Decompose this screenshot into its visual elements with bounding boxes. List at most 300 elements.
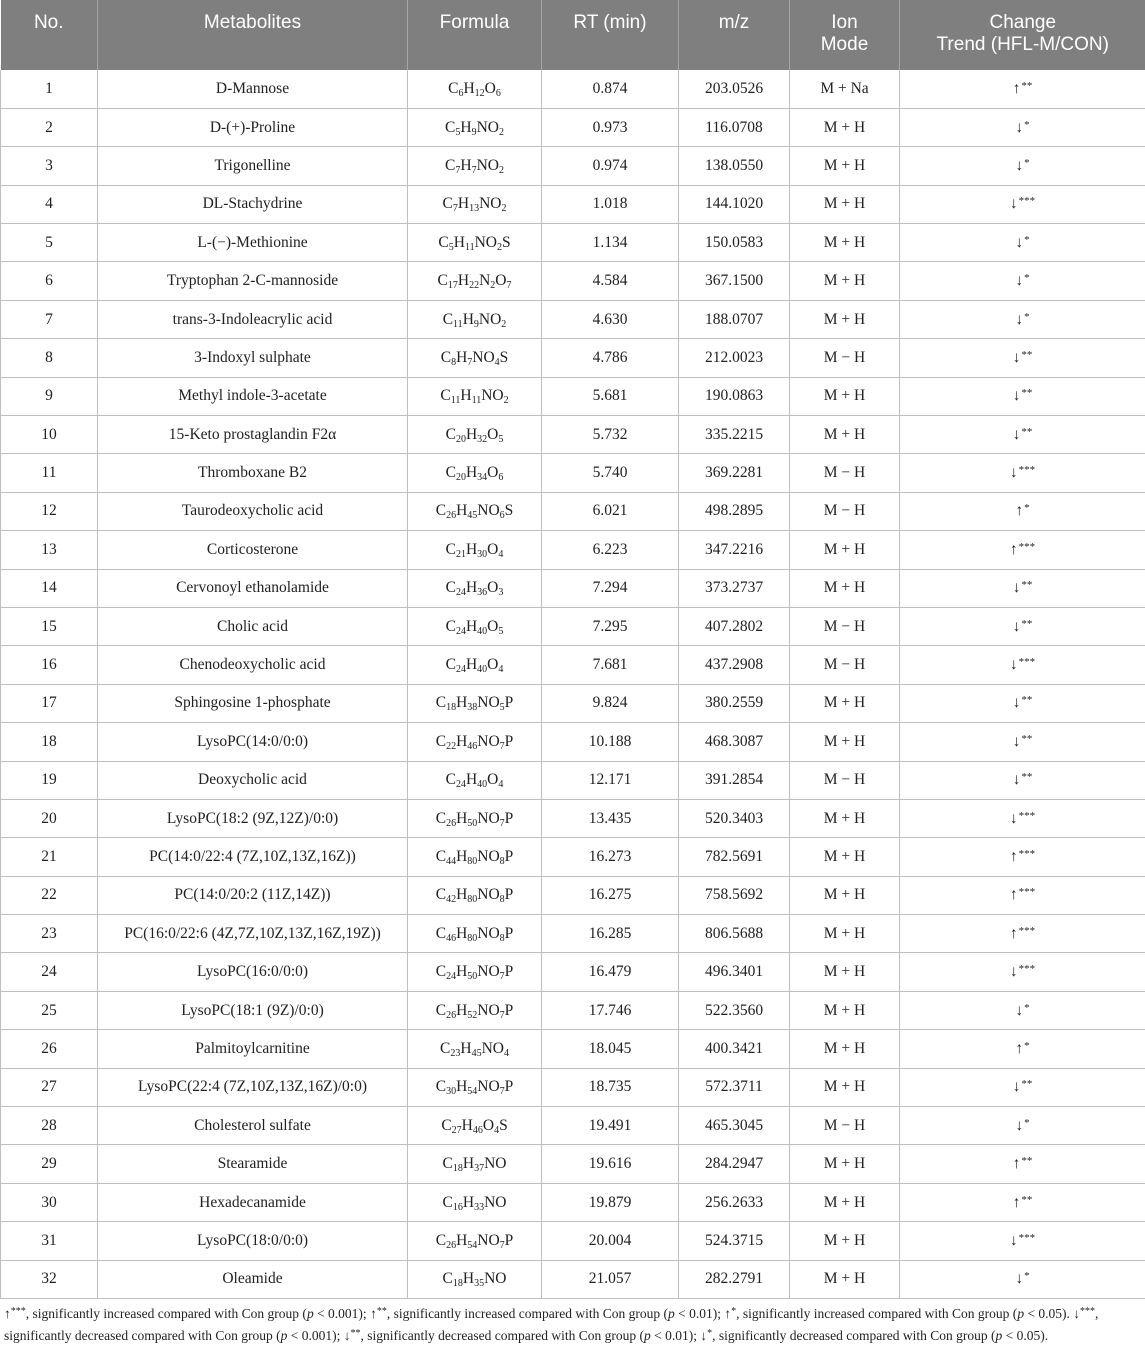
table-row (1, 1030, 1145, 1068)
formula-element: O (487, 617, 499, 635)
cell-ion-mode: M + H (790, 838, 900, 876)
header-ion-mode (790, 0, 900, 70)
formula-element: O (484, 79, 496, 97)
footnote-condition: < 0.01); (650, 1328, 701, 1343)
table-row (1, 185, 1145, 223)
formula-subscript: 22 (446, 740, 457, 752)
formula-element: NO (477, 809, 500, 827)
cell-no: 31 (1, 1222, 98, 1260)
cell-change-trend (900, 1183, 1145, 1221)
cell-rt: 16.275 (542, 876, 679, 914)
formula-element: H (453, 233, 465, 251)
formula-subscript: 5 (498, 625, 504, 637)
cell-metabolite: Deoxycholic acid (98, 761, 408, 799)
cell-formula (408, 377, 542, 415)
formula-element: H (456, 348, 468, 366)
cell-change-trend (900, 1068, 1145, 1106)
table-row (1, 1222, 1145, 1260)
footnote-p: p (280, 1328, 288, 1343)
down-arrow-icon: ↓ (1012, 771, 1021, 789)
formula-element: NO (477, 886, 500, 904)
formula-subscript: 7 (499, 740, 505, 752)
significance-stars: ** (1021, 348, 1033, 361)
formula-element: P (504, 809, 514, 827)
footnote-stars: *** (10, 1306, 26, 1317)
formula-element: NO (477, 924, 500, 942)
formula-element: C (435, 502, 447, 520)
cell-no: 2 (1, 108, 98, 146)
formula-element: NO (477, 502, 500, 520)
cell-no: 20 (1, 799, 98, 837)
table-row (1, 492, 1145, 530)
formula-element: NO (479, 195, 502, 213)
cell-change-trend (900, 416, 1145, 454)
formula-element: O (487, 656, 499, 674)
cell-formula (408, 147, 542, 185)
cell-ion-mode: M + H (790, 147, 900, 185)
table-row (1, 377, 1145, 415)
cell-no: 22 (1, 876, 98, 914)
formula-element: H (456, 1001, 468, 1019)
cell-formula (408, 1107, 542, 1145)
cell-rt: 4.584 (542, 262, 679, 300)
formula-subscript: 2 (503, 395, 509, 407)
formula-element: O (487, 464, 499, 482)
formula-subscript: 9 (471, 126, 477, 138)
formula-element: C (445, 771, 456, 789)
formula-element: P (504, 1001, 514, 1019)
formula-element: H (463, 79, 475, 97)
cell-ion-mode: M + H (790, 991, 900, 1029)
formula-element: P (504, 694, 514, 712)
cell-mz: 806.5688 (679, 915, 790, 953)
formula-element: C (442, 1155, 453, 1173)
formula-subscript: 18 (452, 1163, 463, 1175)
formula-subscript: 35 (474, 1278, 485, 1290)
formula-subscript: 50 (467, 817, 478, 829)
formula-element: NO (477, 963, 500, 981)
formula-element: H (456, 1231, 468, 1249)
formula-element: P (504, 963, 514, 981)
cell-formula (408, 531, 542, 569)
formula-element: H (457, 195, 470, 213)
formula-element: H (456, 732, 468, 750)
formula-element: NO (477, 1231, 500, 1249)
cell-mz: 498.2895 (679, 492, 790, 530)
cell-change-trend (900, 761, 1145, 799)
formula-subscript: 30 (477, 548, 488, 560)
significance-stars: *** (1018, 540, 1036, 553)
significance-stars: ** (1021, 771, 1033, 784)
cell-formula (408, 300, 542, 338)
cell-no: 1 (1, 70, 98, 108)
cell-mz: 465.3045 (679, 1107, 790, 1145)
table-row (1, 1260, 1145, 1298)
formula-subscript: 6 (499, 510, 505, 522)
down-arrow-icon: ↓ (1012, 732, 1021, 750)
cell-metabolite: D-(+)-Proline (98, 108, 408, 146)
cell-rt: 17.746 (542, 991, 679, 1029)
cell-rt: 19.879 (542, 1183, 679, 1221)
cell-formula (408, 70, 542, 108)
cell-change-trend (900, 723, 1145, 761)
cell-mz: 373.2737 (679, 569, 790, 607)
down-arrow-icon: ↓ (1015, 1116, 1024, 1134)
formula-subscript: 7 (467, 356, 473, 368)
significance-stars: *** (1018, 464, 1036, 477)
significance-stars: * (1024, 1039, 1030, 1052)
formula-element: C (445, 579, 456, 597)
cell-ion-mode: M + H (790, 799, 900, 837)
cell-mz: 522.3560 (679, 991, 790, 1029)
cell-formula (408, 492, 542, 530)
formula-element: H (465, 656, 478, 674)
formula-element: H (462, 1193, 475, 1211)
cell-ion-mode: M + H (790, 1183, 900, 1221)
significance-stars: * (1024, 502, 1030, 515)
cell-metabolite: Corticosterone (98, 531, 408, 569)
cell-no: 3 (1, 147, 98, 185)
formula-element: O (487, 579, 499, 597)
significance-stars: * (1024, 310, 1030, 323)
up-arrow-icon: ↑ (1009, 540, 1018, 558)
cell-mz: 190.0863 (679, 377, 790, 415)
header-change-trend (900, 0, 1145, 70)
cell-formula (408, 339, 542, 377)
cell-no: 15 (1, 607, 98, 645)
cell-ion-mode: M + H (790, 876, 900, 914)
cell-formula (408, 915, 542, 953)
formula-subscript: 54 (467, 1086, 478, 1098)
cell-change-trend (900, 531, 1145, 569)
formula-element: NO (484, 1193, 507, 1211)
table-row (1, 761, 1145, 799)
formula-element: H (465, 464, 478, 482)
cell-ion-mode: M + H (790, 1030, 900, 1068)
down-arrow-icon: ↓ (1012, 617, 1021, 635)
formula-subscript: 4 (498, 548, 504, 560)
cell-ion-mode: M + H (790, 262, 900, 300)
cell-no: 25 (1, 991, 98, 1029)
cell-no: 11 (1, 454, 98, 492)
up-arrow-icon: ↑ (1009, 886, 1018, 904)
cell-change-trend (900, 876, 1145, 914)
formula-element: C (435, 924, 447, 942)
cell-ion-mode: M − H (790, 454, 900, 492)
table-row (1, 454, 1145, 492)
formula-element: H (456, 502, 468, 520)
down-arrow-icon: ↓ (1073, 1306, 1081, 1321)
formula-element: C (435, 694, 447, 712)
formula-subscript: 27 (451, 1124, 462, 1136)
up-arrow-icon: ↑ (1012, 1155, 1021, 1173)
footnote-condition: < 0.001); (287, 1328, 344, 1343)
cell-rt: 19.616 (542, 1145, 679, 1183)
formula-element: NO (472, 348, 495, 366)
cell-ion-mode: M + H (790, 569, 900, 607)
cell-metabolite: LysoPC(14:0/0:0) (98, 723, 408, 761)
table-row (1, 991, 1145, 1029)
table-row (1, 1068, 1145, 1106)
footnote-condition: < 0.05). (1002, 1328, 1049, 1343)
cell-no: 8 (1, 339, 98, 377)
cell-rt: 0.874 (542, 70, 679, 108)
cell-metabolite: PC(16:0/22:6 (4Z,7Z,10Z,13Z,16Z,19Z)) (98, 915, 408, 953)
cell-rt: 18.045 (542, 1030, 679, 1068)
formula-subscript: 7 (455, 164, 461, 176)
formula-element: H (462, 1155, 475, 1173)
cell-metabolite: 15-Keto prostaglandin F2α (98, 416, 408, 454)
formula-subscript: 17 (447, 280, 458, 292)
formula-subscript: 11 (464, 241, 475, 253)
header-row (1, 0, 1145, 70)
formula-element: NO (477, 1078, 500, 1096)
formula-element: H (465, 771, 478, 789)
cell-no: 7 (1, 300, 98, 338)
cell-formula (408, 1183, 542, 1221)
formula-subscript: 6 (498, 472, 504, 484)
cell-mz: 116.0708 (679, 108, 790, 146)
cell-formula (408, 723, 542, 761)
cell-no: 14 (1, 569, 98, 607)
formula-element: S (504, 502, 514, 520)
footnote-text: , significantly decreased compared with Con group ( (4, 1306, 1099, 1343)
formula-subscript: 26 (446, 817, 457, 829)
cell-formula (408, 454, 542, 492)
formula-subscript: 46 (472, 1124, 483, 1136)
cell-formula (408, 799, 542, 837)
cell-change-trend (900, 838, 1145, 876)
down-arrow-icon: ↓ (1012, 348, 1021, 366)
cell-mz: 524.3715 (679, 1222, 790, 1260)
cell-rt: 5.681 (542, 377, 679, 415)
cell-formula (408, 1145, 542, 1183)
cell-metabolite: Chenodeoxycholic acid (98, 646, 408, 684)
cell-rt: 16.273 (542, 838, 679, 876)
cell-metabolite: LysoPC(18:0/0:0) (98, 1222, 408, 1260)
cell-rt: 1.018 (542, 185, 679, 223)
significance-stars: *** (1018, 886, 1036, 899)
cell-mz: 256.2633 (679, 1183, 790, 1221)
cell-metabolite: L-(−)-Methionine (98, 224, 408, 262)
down-arrow-icon: ↓ (1012, 579, 1021, 597)
footnote-condition: < 0.05). (1024, 1306, 1074, 1321)
formula-subscript: 22 (469, 280, 480, 292)
table-row (1, 723, 1145, 761)
cell-no: 5 (1, 224, 98, 262)
cell-mz: 400.3421 (679, 1030, 790, 1068)
formula-element: P (504, 848, 514, 865)
formula-subscript: 52 (467, 1009, 478, 1021)
formula-subscript: 7 (452, 203, 458, 215)
cell-formula (408, 1030, 542, 1068)
cell-rt: 6.021 (542, 492, 679, 530)
formula-subscript: 5 (455, 126, 461, 138)
cell-metabolite: Oleamide (98, 1260, 408, 1298)
cell-rt: 19.491 (542, 1107, 679, 1145)
cell-no: 18 (1, 723, 98, 761)
cell-formula (408, 607, 542, 645)
formula-subscript: 5 (499, 702, 505, 714)
cell-mz: 572.3711 (679, 1068, 790, 1106)
cell-change-trend (900, 799, 1145, 837)
cell-metabolite: LysoPC(18:2 (9Z,12Z)/0:0) (98, 799, 408, 837)
cell-ion-mode: M + H (790, 1222, 900, 1260)
cell-change-trend (900, 377, 1145, 415)
cell-formula (408, 991, 542, 1029)
formula-subscript: 18 (446, 702, 457, 714)
cell-no: 29 (1, 1145, 98, 1183)
formula-element: C (435, 809, 447, 827)
table-row (1, 646, 1145, 684)
formula-subscript: 37 (474, 1163, 485, 1175)
table-row (1, 569, 1145, 607)
cell-change-trend (900, 1260, 1145, 1298)
cell-no: 19 (1, 761, 98, 799)
cell-change-trend (900, 1145, 1145, 1183)
down-arrow-icon: ↓ (1012, 1078, 1021, 1096)
formula-element: NO (477, 1001, 500, 1019)
table-row (1, 147, 1145, 185)
formula-element: S (499, 348, 509, 366)
formula-element: NO (477, 848, 500, 865)
down-arrow-icon: ↓ (1015, 118, 1024, 136)
up-arrow-icon: ↑ (1012, 1193, 1021, 1211)
cell-rt: 13.435 (542, 799, 679, 837)
cell-ion-mode: M − H (790, 761, 900, 799)
significance-stars: ** (1021, 1193, 1033, 1206)
formula-subscript: 30 (446, 1086, 457, 1098)
cell-no: 28 (1, 1107, 98, 1145)
header-metabolites: Metabolites (98, 0, 408, 70)
table-row (1, 915, 1145, 953)
table-row (1, 876, 1145, 914)
cell-mz: 138.0550 (679, 147, 790, 185)
cell-ion-mode: M + H (790, 1068, 900, 1106)
down-arrow-icon: ↓ (1015, 233, 1024, 251)
table-row (1, 1107, 1145, 1145)
cell-no: 6 (1, 262, 98, 300)
formula-element: O (482, 1116, 495, 1134)
down-arrow-icon: ↓ (1012, 694, 1021, 712)
cell-formula (408, 646, 542, 684)
cell-no: 24 (1, 953, 98, 991)
formula-element: H (465, 617, 478, 635)
formula-subscript: 24 (455, 779, 466, 791)
down-arrow-icon: ↓ (1009, 809, 1018, 827)
down-arrow-icon: ↓ (700, 1328, 708, 1343)
formula-subscript: 33 (474, 1201, 485, 1213)
cell-formula (408, 224, 542, 262)
footnote-text: , significantly decreased compared with Con group ( (712, 1328, 996, 1343)
formula-element: C (437, 272, 448, 290)
cell-change-trend (900, 1222, 1145, 1260)
formula-element: S (501, 233, 511, 251)
significance-stars: * (1024, 1116, 1030, 1129)
formula-subscript: 20 (455, 433, 466, 445)
formula-element: P (504, 1231, 514, 1249)
formula-subscript: 4 (503, 1047, 509, 1059)
significance-stars: * (1024, 156, 1030, 169)
cell-mz: 282.2791 (679, 1260, 790, 1298)
footnote-condition: < 0.01); (674, 1306, 725, 1321)
header-formula: Formula (408, 0, 542, 70)
formula-subscript: 40 (477, 779, 488, 791)
cell-change-trend (900, 224, 1145, 262)
cell-no: 12 (1, 492, 98, 530)
cell-metabolite: Cervonoyl ethanolamide (98, 569, 408, 607)
table-row (1, 531, 1145, 569)
formula-subscript: 4 (498, 664, 504, 676)
cell-formula (408, 684, 542, 722)
cell-no: 30 (1, 1183, 98, 1221)
cell-ion-mode: M + Na (790, 70, 900, 108)
up-arrow-icon: ↑ (4, 1306, 11, 1321)
down-arrow-icon: ↓ (1009, 963, 1018, 981)
formula-element: O (487, 771, 499, 789)
formula-element: NO (476, 156, 499, 174)
formula-subscript: 2 (501, 203, 507, 215)
cell-formula (408, 876, 542, 914)
cell-metabolite: PC(14:0/20:2 (11Z,14Z)) (98, 876, 408, 914)
formula-subscript: 16 (452, 1201, 463, 1213)
cell-formula (408, 185, 542, 223)
significance-stars: ** (1021, 694, 1033, 707)
formula-subscript: 34 (477, 472, 488, 484)
formula-subscript: 7 (499, 1239, 505, 1251)
footnote-p: p (643, 1328, 651, 1343)
up-arrow-icon: ↑ (370, 1306, 377, 1321)
up-arrow-icon: ↑ (1009, 848, 1018, 865)
footnote-p: p (306, 1306, 314, 1321)
cell-metabolite: Stearamide (98, 1145, 408, 1183)
formula-element: NO (484, 1155, 507, 1173)
cell-rt: 1.134 (542, 224, 679, 262)
footnote-stars: ** (376, 1306, 387, 1317)
formula-subscript: 80 (467, 894, 478, 906)
formula-subscript: 3 (498, 587, 504, 599)
cell-no: 13 (1, 531, 98, 569)
cell-rt: 10.188 (542, 723, 679, 761)
formula-element: C (435, 732, 447, 750)
cell-no: 9 (1, 377, 98, 415)
down-arrow-icon: ↓ (1009, 464, 1018, 482)
formula-element: C (442, 1270, 453, 1288)
formula-element: O (487, 425, 499, 443)
cell-metabolite: LysoPC(22:4 (7Z,10Z,13Z,16Z)/0:0) (98, 1068, 408, 1106)
up-arrow-icon: ↑ (724, 1306, 732, 1321)
formula-element: C (442, 1193, 453, 1211)
formula-subscript: 24 (455, 664, 466, 676)
cell-mz: 367.1500 (679, 262, 790, 300)
formula-element: C (435, 886, 447, 904)
cell-ion-mode: M + H (790, 185, 900, 223)
cell-ion-mode: M + H (790, 224, 900, 262)
table-row (1, 799, 1145, 837)
up-arrow-icon: ↑ (1009, 924, 1018, 942)
cell-ion-mode: M − H (790, 607, 900, 645)
down-arrow-icon: ↓ (1015, 156, 1024, 174)
cell-mz: 203.0526 (679, 70, 790, 108)
formula-subscript: 2 (498, 126, 504, 138)
down-arrow-icon: ↓ (1009, 195, 1018, 213)
formula-element: H (462, 310, 474, 328)
formula-element: H (456, 1078, 468, 1096)
formula-subscript: 45 (471, 1047, 482, 1059)
down-arrow-icon: ↓ (1015, 1001, 1024, 1019)
cell-change-trend (900, 108, 1145, 146)
formula-subscript: 18 (452, 1278, 463, 1290)
